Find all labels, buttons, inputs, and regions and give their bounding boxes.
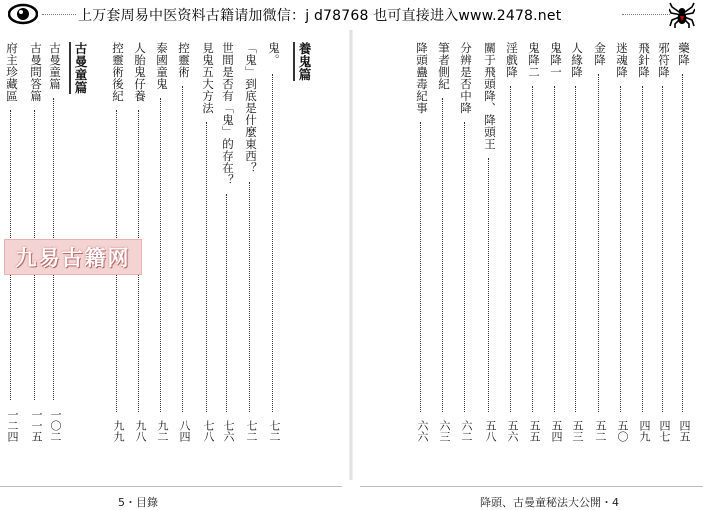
toc-page-number: 一〇二 <box>49 409 62 442</box>
toc-entry-title: 關于飛頭降、降頭王 <box>483 42 497 150</box>
banner-text: 上万套周易中医资料古籍请加微信：j d78768 也可直接进入www.2478.net <box>78 8 562 24</box>
leader-dots <box>272 74 273 412</box>
toc-entry-title: 降頭蠱毒紀事 <box>415 42 429 114</box>
toc-section-title: 古曼童篇 <box>73 42 88 94</box>
toc-section <box>292 42 314 442</box>
toc-entry-title: 見鬼五大方法 <box>201 42 215 114</box>
toc-page-number: 九二 <box>156 420 169 442</box>
toc-entry <box>216 42 238 442</box>
toc-entry-title: 人胎鬼仔養 <box>133 42 147 102</box>
toc-page-number: 五〇 <box>616 420 629 442</box>
toc-page-number: 五五 <box>528 420 541 442</box>
toc-page-number: 六六 <box>416 420 429 442</box>
leader-dots <box>420 122 421 412</box>
toc-entry <box>652 42 674 442</box>
toc-entry-title: 分辨是否中降 <box>459 42 473 114</box>
toc-entry-title: 邪符降 <box>657 42 671 78</box>
toc-entry-title: 古曼童篇 <box>48 42 62 90</box>
toc-page-number: 五二 <box>594 420 607 442</box>
toc-entry-title: 鬼降一 <box>549 42 563 78</box>
toc-entry <box>239 42 261 442</box>
leader-dots <box>182 86 183 412</box>
toc-entry-title: 飛針降 <box>637 42 651 78</box>
toc-entry-title: 人緣降 <box>570 42 584 78</box>
section-underline <box>69 42 71 94</box>
leader-dots <box>464 122 465 412</box>
toc-entry-title: 「鬼」到底是什麼東西？ <box>244 42 258 174</box>
toc-entry <box>522 42 544 442</box>
spider-icon <box>669 2 695 28</box>
toc-page-number: 八四 <box>178 420 191 442</box>
watermark-text: 九易古籍网 <box>15 245 131 270</box>
toc-entry-title: 泰國童鬼 <box>155 42 169 90</box>
book-fold <box>349 30 353 480</box>
leader-dots <box>682 74 683 412</box>
leader-dots <box>160 98 161 412</box>
leader-dots <box>598 74 599 412</box>
leader-dots <box>488 158 489 412</box>
eye-icon <box>8 3 38 25</box>
toc-entry <box>172 42 194 442</box>
toc-entry <box>196 42 218 442</box>
toc-page-number: 七六 <box>222 420 235 442</box>
leader-dots <box>442 98 443 412</box>
toc-entry-title: 迷魂降 <box>615 42 629 78</box>
toc-entry <box>500 42 522 442</box>
toc-entry <box>410 42 432 442</box>
left-page-footer: 5・目錄 <box>118 496 158 509</box>
toc-page-number: 四五 <box>678 420 691 442</box>
toc-entry-title: 世間是否有「鬼」的存在？ <box>221 42 235 186</box>
toc-page-number: 六三 <box>438 420 451 442</box>
toc-page-number: 一二四 <box>6 409 19 442</box>
leader-dots <box>554 86 555 412</box>
toc-entry <box>454 42 476 442</box>
toc-page-number: 七二 <box>245 420 258 442</box>
toc-entry <box>544 42 566 442</box>
toc-entry <box>672 42 694 442</box>
toc-entry-title: 控靈術 <box>177 42 191 78</box>
toc-entry <box>432 42 454 442</box>
toc-page-number: 五八 <box>484 420 497 442</box>
leader-dots <box>620 86 621 412</box>
toc-section-title: 養鬼篇 <box>297 42 312 81</box>
right-page-footer: 降頭、古曼童秘法大公開・4 <box>480 496 619 509</box>
toc-page-number: 七八 <box>202 420 215 442</box>
toc-entry <box>610 42 632 442</box>
leader-dots <box>532 86 533 412</box>
toc-page-number: 一一五 <box>30 409 43 442</box>
leader-dots <box>206 122 207 412</box>
leader-dots <box>662 86 663 412</box>
leader-dots <box>249 182 250 412</box>
toc-entry <box>565 42 587 442</box>
toc-entry-title: 淫戲降 <box>505 42 519 78</box>
toc-page-number: 七二 <box>268 420 281 442</box>
toc-page-number: 五三 <box>571 420 584 442</box>
toc-page-number: 九八 <box>134 420 147 442</box>
banner-dots-left <box>42 14 76 15</box>
toc-entry-title: 金降 <box>593 42 607 66</box>
toc-entry <box>632 42 654 442</box>
toc-page-number: 九九 <box>112 420 125 442</box>
leader-dots <box>642 86 643 412</box>
toc-page-number: 五六 <box>506 420 519 442</box>
toc-entry-title: 筆者側紀 <box>437 42 451 90</box>
toc-page-number: 四九 <box>638 420 651 442</box>
toc-entry <box>588 42 610 442</box>
toc-entry-title: 鬼。 <box>267 42 281 66</box>
toc-entry <box>478 42 500 442</box>
leader-dots <box>510 86 511 412</box>
toc-page-number: 五四 <box>550 420 563 442</box>
toc-entry-title: 控靈術後紀 <box>111 42 125 102</box>
section-underline <box>293 42 295 81</box>
top-banner <box>0 0 703 32</box>
toc-entry-title: 藥降 <box>677 42 691 66</box>
toc-entry-title: 古曼問答篇 <box>29 42 43 102</box>
right-page-rule <box>360 486 703 487</box>
banner-dots-right <box>622 14 670 15</box>
toc-entry-title: 鬼降二 <box>527 42 541 78</box>
toc-entry <box>262 42 284 442</box>
leader-dots <box>226 194 227 412</box>
toc-entry <box>150 42 172 442</box>
watermark-stamp <box>4 239 142 275</box>
left-page-rule <box>0 486 342 487</box>
toc-page-number: 六二 <box>460 420 473 442</box>
toc-entry-title: 府主珍藏區 <box>5 42 19 102</box>
toc-page-number: 四七 <box>658 420 671 442</box>
leader-dots <box>575 86 576 412</box>
